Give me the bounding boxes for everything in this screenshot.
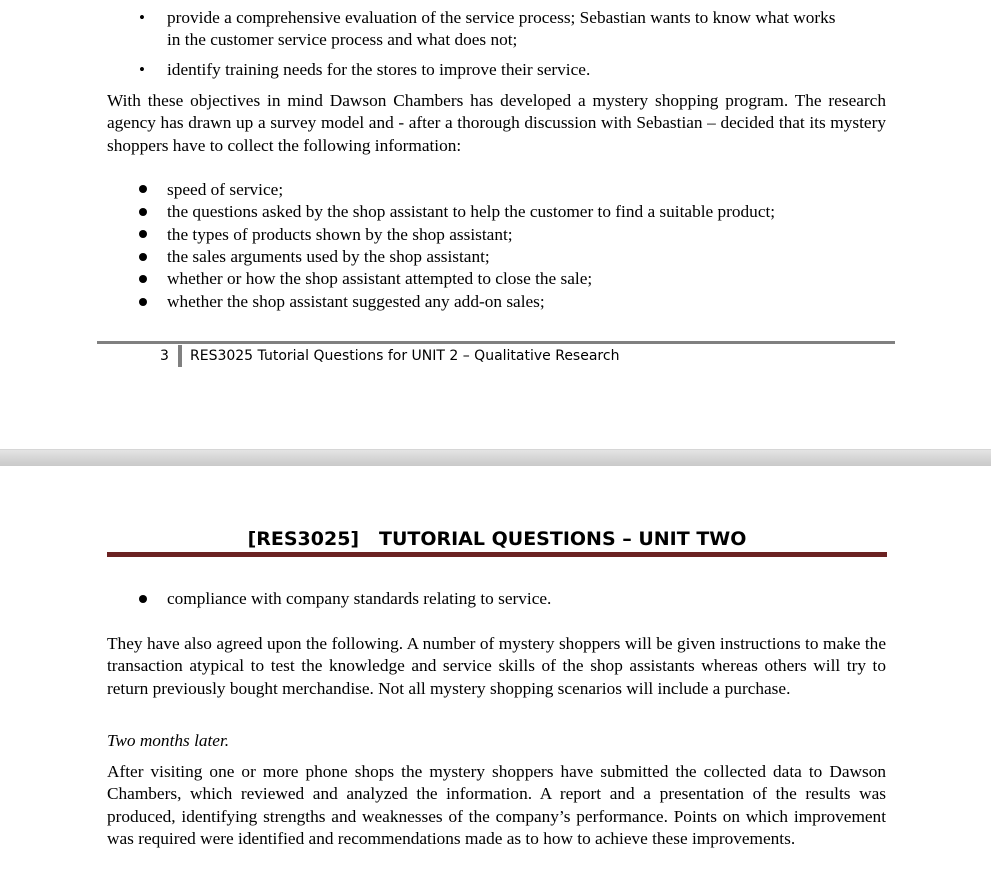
bullet-disc	[139, 208, 147, 216]
time-note: Two months later.	[107, 731, 230, 750]
header-rule	[107, 552, 887, 557]
info-item-compliance: compliance with company standards relating to service.	[167, 589, 552, 608]
info-item: whether the shop assistant suggested any add-on sales;	[167, 292, 545, 311]
objectives-paragraph: With these objectives in mind Dawson Chambers has developed a mystery shopping program. The research agency has drawn up a survey model and - after a thorough discussion with Sebastian – decided that its mystery shoppers have to collect the following information:	[107, 91, 886, 155]
info-item: the types of products shown by the shop assistant;	[167, 225, 513, 244]
document-page-4	[0, 466, 991, 877]
footer-page-number: 3	[160, 348, 169, 364]
bullet-marker: •	[139, 60, 145, 79]
bullet-disc	[139, 595, 147, 603]
bullet-disc	[139, 298, 147, 306]
bullet-marker: •	[139, 8, 145, 27]
bullet-disc	[139, 185, 147, 193]
footer-rule	[97, 341, 895, 344]
page-break-gap	[0, 449, 991, 467]
bullet-item-evaluation-line2: in the customer service process and what does not;	[167, 30, 518, 49]
results-paragraph: After visiting one or more phone shops the mystery shoppers have submitted the collected data to Dawson Chambers, which reviewed and analyzed the information. A report and a presentation of the results was produced, identifying strengths and weaknesses of the company’s performance. Points on which improvement was required were identified and recommendations made as to how to achieve these improvements.	[107, 762, 886, 849]
info-item: the sales arguments used by the shop assistant;	[167, 247, 490, 266]
info-item: whether or how the shop assistant attempted to close the sale;	[167, 269, 593, 288]
info-item: speed of service;	[167, 180, 284, 199]
info-item: the questions asked by the shop assistant to help the customer to find a suitable product;	[167, 202, 776, 221]
footer-separator	[178, 345, 182, 367]
agreement-paragraph: They have also agreed upon the following. A number of mystery shoppers will be given instructions to make the transaction atypical to test the knowledge and service skills of the shop assistants whereas others will try to return previously bought merchandise. Not all mystery shopping scenarios will include a purchase.	[107, 634, 886, 698]
bullet-disc	[139, 253, 147, 261]
bullet-item-training: identify training needs for the stores to improve their service.	[167, 60, 591, 79]
header-title: TUTORIAL QUESTIONS – UNIT TWO	[378, 528, 747, 550]
header-course-code: [RES3025]	[247, 528, 360, 550]
page-header	[107, 528, 887, 550]
bullet-disc	[139, 275, 147, 283]
bullet-item-evaluation-line1: provide a comprehensive evaluation of the service process; Sebastian wants to know what works	[167, 8, 836, 27]
footer-text: RES3025 Tutorial Questions for UNIT 2 – Qualitative Research	[190, 348, 620, 364]
bullet-disc	[139, 230, 147, 238]
